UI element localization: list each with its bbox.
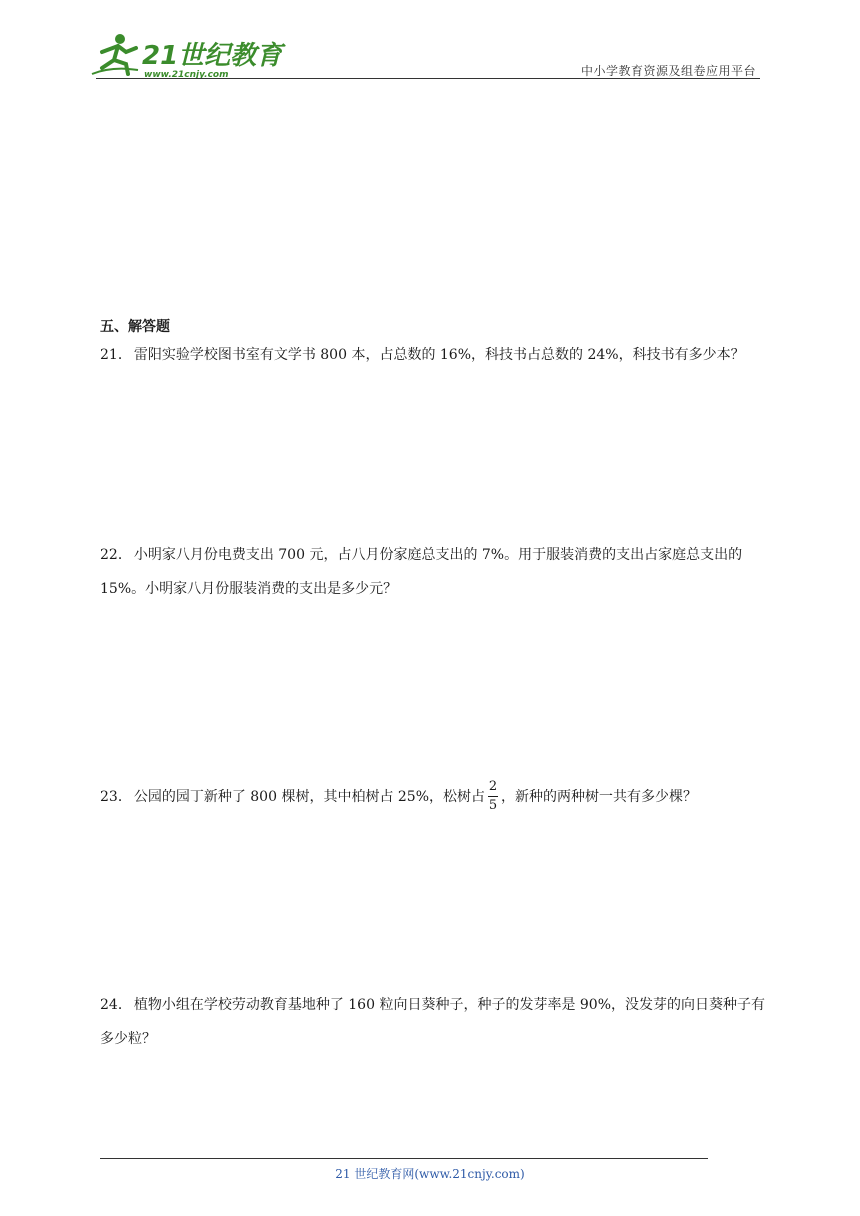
- question-number: 24．: [100, 997, 132, 1013]
- question-text: 小明家八月份电费支出 700 元，占八月份家庭总支出的 7%。用于服装消费的支出占家庭总支出的 15%。小明家八月份服装消费的支出是多少元？: [100, 547, 743, 597]
- question-21: [100, 338, 768, 372]
- logo-url: www.21cnjy.com: [144, 70, 229, 80]
- question-text-after: ，新种的两种树一共有多少棵？: [501, 789, 698, 805]
- section-title: 五、解答题: [100, 319, 170, 335]
- fraction-bar: [488, 796, 498, 797]
- logo-text: 21世纪教育: [142, 41, 283, 71]
- question-text: 雷阳实验学校图书室有文学书 800 本，占总数的 16%，科技书占总数的 24%，科技书有多少本？: [133, 347, 745, 363]
- footer-text: 21 世纪教育网(www.21cnjy.com): [335, 1167, 525, 1181]
- question-number: 22．: [100, 547, 132, 563]
- question-text: 植物小组在学校劳动教育基地种了 160 粒向日葵种子，种子的发芽率是 90%，没发芽的向日葵种子有多少粒？: [100, 997, 766, 1047]
- header-divider: [96, 78, 760, 79]
- runner-icon: [92, 34, 138, 74]
- question-number: 23．: [100, 789, 132, 805]
- platform-name: 中小学教育资源及组卷应用平台: [580, 64, 756, 78]
- question-23: [100, 780, 768, 814]
- site-logo: [92, 30, 283, 80]
- question-text: 公园的园丁新种了 800 棵树，其中柏树占 25%，松树占: [133, 789, 486, 805]
- question-22: [100, 538, 768, 606]
- fraction-numerator: 2: [488, 778, 498, 794]
- question-24: [100, 988, 768, 1056]
- footer-divider: [100, 1158, 708, 1159]
- fraction-denominator: 5: [488, 797, 498, 813]
- question-number: 21．: [100, 347, 132, 363]
- fraction: [488, 780, 498, 813]
